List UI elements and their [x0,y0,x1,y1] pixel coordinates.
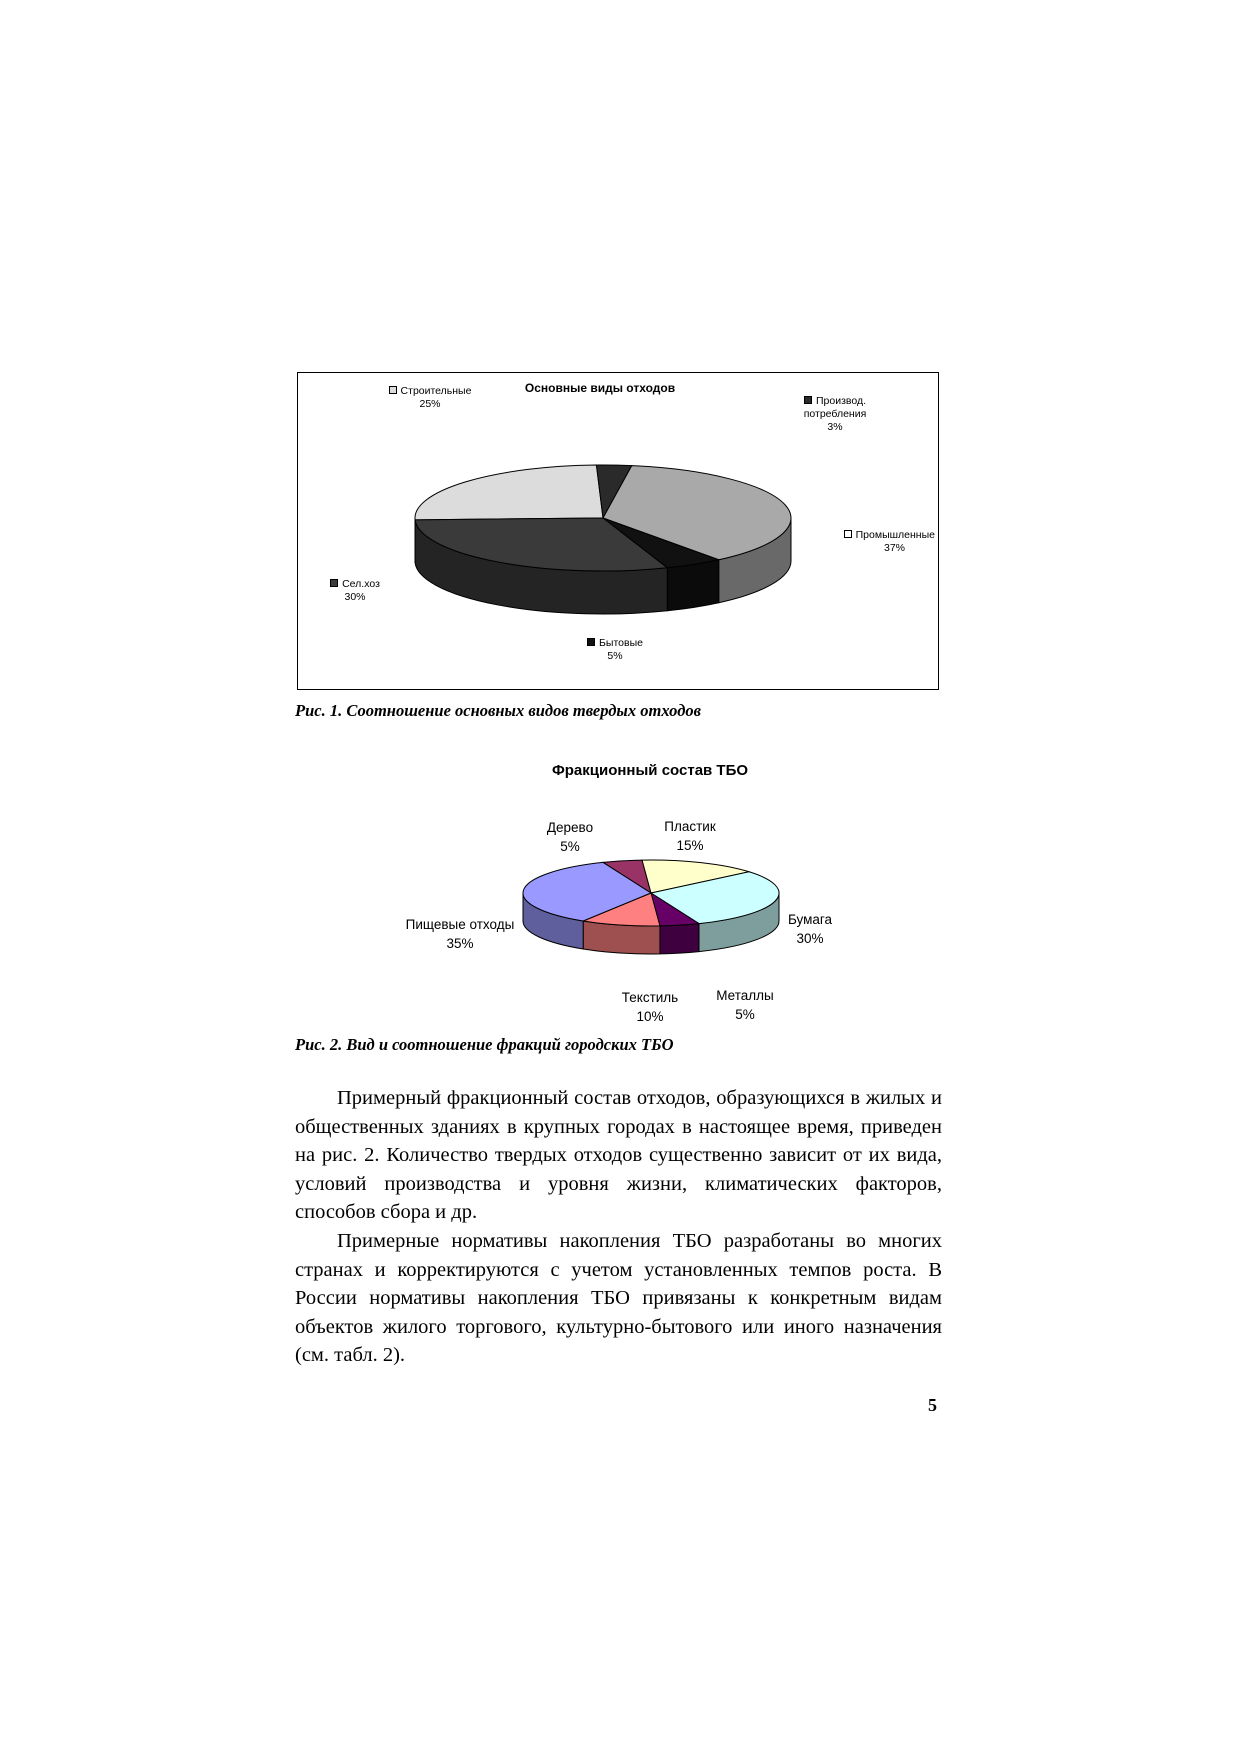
label-name: Металлы [716,988,774,1003]
figure2-caption: Рис. 2. Вид и соотношение фракций городских ТБО [295,1035,674,1054]
label-name: Пищевые отходы [405,917,515,932]
figure1-chart-title: Основные виды отходов [524,381,676,395]
figure2-label-derevo [530,818,610,856]
label-pct: 10% [636,1009,664,1024]
label-pct: 30% [344,591,366,603]
label-pct: 35% [446,936,474,951]
page-number: 5 [928,1395,937,1415]
label-pct: 3% [827,421,843,433]
figure2-label-tekstil [605,988,695,1026]
label-name: Пластик [664,819,716,834]
figure2-chart-title: Фракционный состав ТБО [551,762,749,779]
figure2-label-bumaga [775,910,845,948]
label-pct: 15% [676,838,704,853]
label-name: Бытовые [599,637,643,649]
label-name: Бумага [787,912,833,927]
figure2-label-metally [700,986,790,1024]
label-name: Текстиль [621,990,679,1005]
figure1-caption: Рис. 1. Соотношение основных видов твердых отходов [295,701,701,720]
figure2-label-plastik [650,817,730,855]
label-pct: 5% [735,1007,755,1022]
label-pct: 25% [419,398,441,410]
body-text [295,1084,942,1370]
label-pct: 5% [607,650,623,662]
label-name-2: потребления [803,408,867,420]
label-pct: 5% [560,839,580,854]
figure2-label-pishchevye [390,915,530,953]
label-name: Производ. [815,395,867,407]
label-pct: 30% [796,931,824,946]
label-name: Дерево [546,820,594,835]
label-name: Строительные [400,385,472,397]
figure2-slice-side-3 [660,924,699,954]
label-pct: 37% [883,542,905,554]
paragraph-2: Примерные нормативы накопления ТБО разработаны во многих странах и корректируются с учетом установленных темпов роста. В России нормативы накопления ТБО привязаны к конкретным видам объектов жилого торгового, культурно-бытового или иного назначения (см. табл. 2). [295,1229,942,1367]
label-name: Сел.хоз [342,578,380,590]
paragraph-1: Примерный фракционный состав отходов, образующихся в жилых и общественных зданиях в крупных городах в настоящее время, приведен на рис. 2. Количество твердых отходов существенно зависит от их вида, условий производства и уровня жизни, климатических факторов, способов сбора и др. [295,1087,942,1224]
label-name: Промышленные [855,529,935,541]
